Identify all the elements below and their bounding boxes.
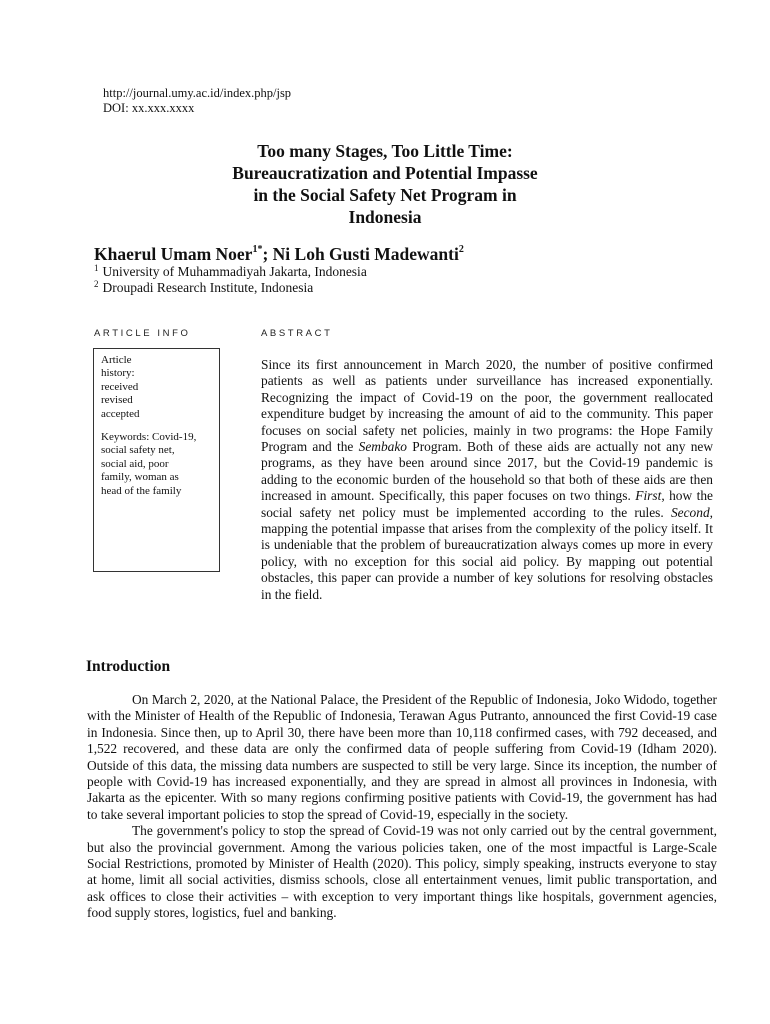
history-line: revised	[101, 394, 133, 407]
author-name: Khaerul Umam Noer	[94, 244, 253, 264]
affiliation-item	[94, 264, 367, 280]
affiliation-item	[94, 280, 367, 296]
body-paragraph: The government's policy to stop the spread of Covid-19 was not only carried out by the central government, but also the provincial government. Among the various policies taken, one of the most impactful is Large-Scale Social Restrictions, promoted by Minister of Health (2020). This policy, simply speaking, instructs everyone to stay at home, limit all social activities, dismiss schools, close all entertainment venues, limit public transportation, and ask offices to close their activities – with exception to very important things like hospitals, government agencies, food supply stores, logistics, fuel and banking.	[87, 823, 717, 921]
keyword-line: family, woman as	[101, 471, 179, 484]
author-list	[94, 243, 464, 265]
abstract-text	[261, 357, 713, 603]
author-affiliation-mark: 2	[458, 244, 464, 255]
keyword-line: Keywords: Covid-19,	[101, 431, 197, 444]
abstract-run: Program. Both of these aids are actually not any new programs, as they have been around since 2017, but the Covid-19 pandemic is adding to the economic burden of the household so that both of these aids are then increased in amount. Specifically, this paper focuses on two things.	[261, 439, 714, 504]
history-line: received	[101, 380, 139, 393]
title-line: Indonesia	[348, 207, 422, 227]
affiliation-text: University of Muhammadiyah Jakarta, Indonesia	[102, 264, 367, 279]
abstract-emphasis: Sembako	[358, 439, 407, 455]
paper-title	[150, 140, 620, 228]
doi-text: DOI: xx.xxx.xxxx	[103, 101, 195, 115]
body-paragraph: On March 2, 2020, at the National Palace, the President of the Republic of Indonesia, Joko Widodo, together with the Minister of Health of the Republic of Indonesia, Terawan Agus Putranto, announced the first Covid-19 case in Indonesia. Since then, up to April 30, there have been more than 10,118 confirmed cases, with 792 deceased, and 1,522 recovered, and these data are only the confirmed data of people suffering from Covid-19 (Idham 2020). Outside of this data, the missing data numbers are suspected to still be very large. Since its inception, the number of people with Covid-19 has increased exponentially, and they are spread in almost all provinces in Indonesia, with Jakarta as the epicenter. With so many regions confirming positive patients with Covid-19, the government has had to take several important policies to stop the spread of Covid-19, especially in the society.	[87, 692, 717, 822]
author-separator: ;	[262, 244, 273, 264]
abstract-run: , how the social safety net policy must be implemented according to the rules.	[261, 488, 713, 520]
author-affiliation-mark: 1*	[252, 244, 263, 255]
introduction-body	[87, 692, 717, 922]
affiliation-number: 2	[94, 279, 99, 289]
article-info-box	[93, 348, 220, 572]
history-line: accepted	[101, 407, 140, 420]
abstract-emphasis: Second	[670, 504, 710, 520]
affiliation-number: 1	[94, 263, 99, 273]
title-line: in the Social Safety Net Program in	[253, 185, 517, 205]
title-line: Bureaucratization and Potential Impasse	[232, 163, 538, 183]
abstract-emphasis: First	[635, 488, 662, 504]
abstract-run: , mapping the potential impasse that arises from the complexity of the policy itself. It is undeniable that the problem of bureaucratization always comes up more in every policy, with no exception for this social aid policy. By mapping out potential obstacles, this paper can provide a number of key solutions for resolving obstacles in the field.	[261, 504, 713, 602]
introduction-heading: Introduction	[86, 658, 171, 675]
abstract-heading: ABSTRACT	[261, 328, 333, 339]
author-name: Ni Loh Gusti Madewanti	[272, 244, 459, 264]
journal-header	[103, 86, 291, 116]
keyword-line: social safety net,	[101, 444, 175, 457]
article-history	[101, 354, 215, 421]
title-line: Too many Stages, Too Little Time:	[257, 141, 513, 161]
abstract-run: Since its first announcement in March 2020, the number of positive confirmed patients as well as patients under surveillance has increased exponentially. Recognizing the impact of Covid-19 on the poor, the government reallocated expenditure budget by increasing the amount of aid to the community. This paper focuses on social safety net policies, mainly in two programs: the Hope Family Program and the	[261, 357, 713, 455]
article-info-heading: ARTICLE INFO	[94, 328, 191, 339]
affiliations	[94, 264, 367, 296]
keyword-line: social aid, poor	[101, 457, 169, 470]
history-line: history:	[101, 367, 135, 380]
keywords	[101, 431, 215, 498]
affiliation-text: Droupadi Research Institute, Indonesia	[102, 280, 314, 295]
journal-url[interactable]: http://journal.umy.ac.id/index.php/jsp	[103, 86, 292, 100]
keyword-line: head of the family	[101, 484, 182, 497]
history-line: Article	[101, 354, 132, 366]
